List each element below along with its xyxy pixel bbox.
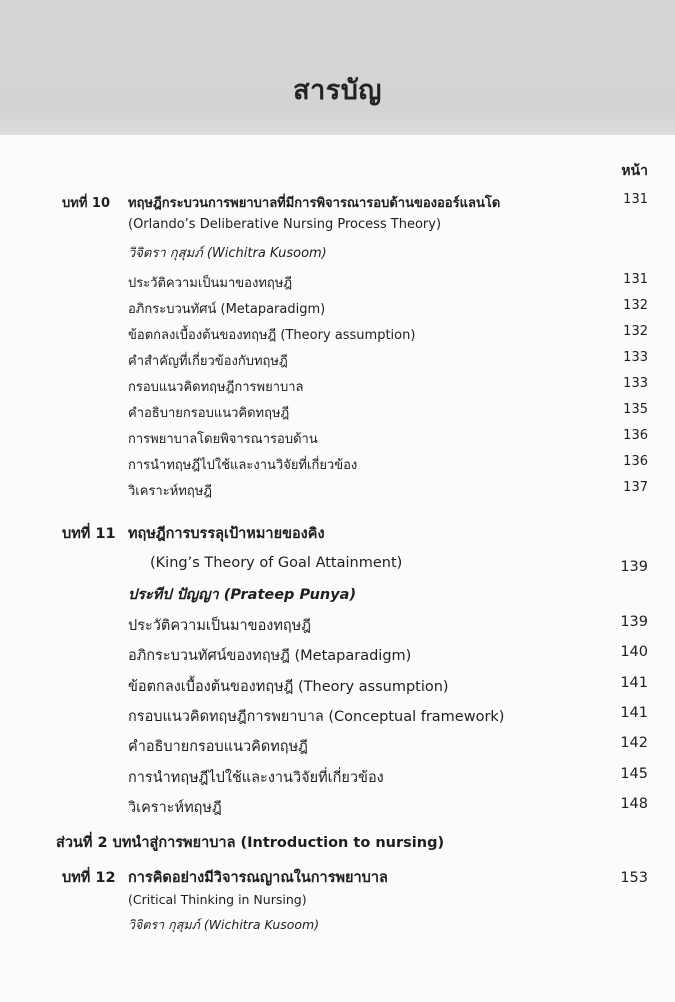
chapter-11-author: ประทีป ปัญญา (Prateep Punya) [128, 587, 357, 603]
chapter-10-title-en: (Orlando’s Deliberative Nursing Process Theory) [128, 217, 442, 232]
chapter-10-title[interactable]: ทฤษฎีกระบวนการพยาบาลที่มีการพิจารณารอบด้านของออร์แลนโด [128, 196, 501, 211]
toc-item-page: 132 [623, 324, 648, 339]
chapter-12-author: วิจิตรา กุสุมภ์ (Wichitra Kusoom) [128, 917, 320, 932]
toc-item-label[interactable]: ข้อตกลงเบื้องต้นของทฤษฎี (Theory assumption) [128, 678, 449, 695]
chapter-11-title-en: (King’s Theory of Goal Attainment) [150, 555, 403, 571]
toc-item-label[interactable]: คำอธิบายกรอบแนวคิดทฤษฎี [128, 406, 290, 421]
chapter-11-number: บทที่ 11 [62, 526, 116, 542]
toc-item-page: 140 [620, 644, 648, 661]
chapter-11-page: 139 [620, 559, 648, 575]
toc-item-label[interactable]: กรอบแนวคิดทฤษฎีการพยาบาล (Conceptual framework) [128, 708, 505, 725]
chapter-12-number: บทที่ 12 [62, 870, 116, 886]
chapter-12-title-en: (Critical Thinking in Nursing) [128, 892, 307, 907]
toc-item-label[interactable]: ประวัติความเป็นมาของทฤษฎี [128, 618, 311, 634]
toc-item-page: 136 [623, 428, 648, 443]
toc-item-page: 133 [623, 376, 648, 391]
toc-item-page: 131 [623, 272, 648, 287]
toc-item-page: 148 [620, 795, 648, 812]
toc-item-label[interactable]: ข้อตกลงเบื้องต้นของทฤษฎี (Theory assumption) [128, 328, 416, 343]
toc-item-label[interactable]: การนำทฤษฎีไปใช้และงานวิจัยที่เกี่ยวข้อง [128, 458, 358, 473]
toc-item-label[interactable]: อภิกระบวนทัศน์ (Metaparadigm) [128, 302, 326, 317]
part-2-heading[interactable]: ส่วนที่ 2 บทนำสู่การพยาบาล (Introduction to nursing) [56, 835, 445, 851]
toc-item-label[interactable]: การพยาบาลโดยพิจารณารอบด้าน [128, 432, 318, 447]
chapter-12-page: 153 [620, 870, 648, 886]
toc-item-page: 132 [623, 298, 648, 313]
toc-item-label[interactable]: วิเคราะห์ทฤษฎี [128, 484, 213, 499]
toc-item-page: 141 [620, 674, 648, 691]
toc-item-page: 141 [620, 704, 648, 721]
toc-item-page: 145 [620, 765, 648, 782]
toc-item-page: 142 [620, 735, 648, 752]
toc-item-page: 136 [623, 454, 648, 469]
toc-item-page: 137 [623, 480, 648, 495]
toc-item-label[interactable]: คำอธิบายกรอบแนวคิดทฤษฎี [128, 739, 308, 756]
toc-item-label[interactable]: วิเคราะห์ทฤษฎี [128, 799, 222, 816]
chapter-10-author: วิจิตรา กุสุมภ์ (Wichitra Kusoom) [128, 246, 327, 261]
toc-item-label[interactable]: ประวัติความเป็นมาของทฤษฎี [128, 276, 293, 291]
toc-item-page: 133 [623, 350, 648, 365]
chapter-11-title[interactable]: ทฤษฎีการบรรลุเป้าหมายของคิง [128, 526, 325, 542]
chapter-10-number: บทที่ 10 [62, 196, 111, 211]
page-title: สารบัญ [293, 75, 382, 106]
toc-item-label[interactable]: กรอบแนวคิดทฤษฎีการพยาบาล [128, 380, 304, 395]
toc-item-label[interactable]: การนำทฤษฎีไปใช้และงานวิจัยที่เกี่ยวข้อง [128, 769, 384, 786]
toc-item-page: 135 [623, 402, 648, 417]
chapter-10-page: 131 [623, 192, 648, 207]
toc-item-label[interactable]: อภิกระบวนทัศน์ของทฤษฎี (Metaparadigm) [128, 648, 412, 665]
toc-item-label[interactable]: คำสำคัญที่เกี่ยวข้องกับทฤษฎี [128, 354, 288, 369]
chapter-12-title[interactable]: การคิดอย่างมีวิจารณญาณในการพยาบาล [128, 870, 388, 886]
toc-item-page: 139 [620, 614, 648, 630]
page-column-label: หน้า [621, 163, 648, 179]
